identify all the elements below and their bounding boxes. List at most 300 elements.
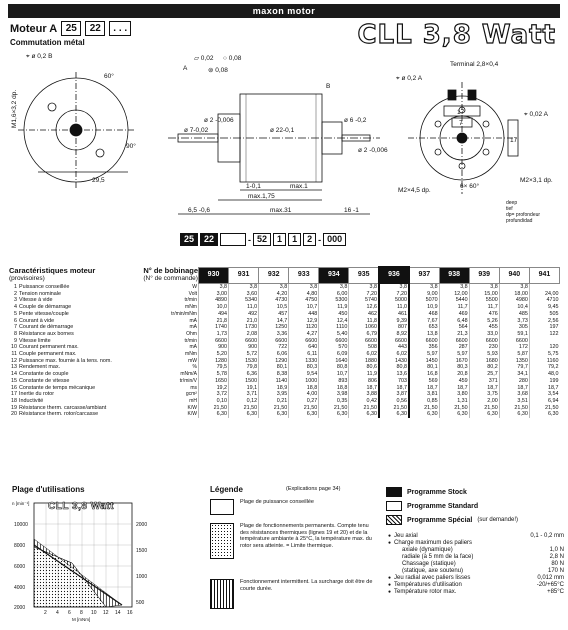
- row-value: 1060: [349, 324, 379, 331]
- row-value: 18,7: [529, 385, 559, 392]
- row-value: 13,6: [379, 371, 409, 378]
- x-tick: 16: [127, 610, 133, 616]
- row-value: 80,2: [469, 364, 499, 371]
- brand-banner: maxon motor: [8, 4, 560, 18]
- y-tick: 8000: [14, 543, 26, 549]
- row-value: 6600: [319, 338, 349, 345]
- row-value: 12,9: [289, 318, 319, 325]
- winding-column-header: 940: [499, 267, 529, 283]
- left-hole: [48, 103, 56, 111]
- row-number: 4: [14, 304, 18, 311]
- row-value: 80,8: [379, 364, 409, 371]
- row-value: 5,26: [469, 318, 499, 325]
- row-value: 21,50: [198, 405, 228, 412]
- row-value: 448: [289, 311, 319, 318]
- row-label: Couple permanent max.: [19, 351, 77, 358]
- row-value: 11,9: [349, 371, 379, 378]
- row-value: 2,08: [229, 331, 259, 338]
- row-number: 1: [14, 283, 18, 290]
- row-value: 6,30: [529, 411, 559, 418]
- row-value: 6600: [499, 338, 529, 345]
- code-part: 25: [61, 21, 81, 36]
- row-value: 6,30: [259, 411, 289, 418]
- row-value: 807: [379, 324, 409, 331]
- label-tol-d: ⌖ 0,02 A: [524, 111, 548, 118]
- row-number: 8: [14, 330, 18, 337]
- row-label: Courant permanent max.: [19, 344, 79, 351]
- y-unit: n [min⁻¹]: [12, 501, 30, 506]
- row-number: 5: [14, 310, 18, 317]
- row-value: 3,8: [319, 283, 349, 291]
- right-hole: [435, 121, 441, 127]
- row-value: 6600: [259, 338, 289, 345]
- winding-column-header: 937: [409, 267, 439, 283]
- legend-note: (Explications page 34): [286, 486, 341, 492]
- label-terminal: Terminal 2,8×0,4: [450, 61, 499, 68]
- winding-column-header: 941: [529, 267, 559, 283]
- row-value: 6,06: [259, 351, 289, 358]
- label-d7: ø 7-0,02: [184, 127, 209, 134]
- model-title: CLL 3,8 Watt: [357, 20, 556, 50]
- row-value: 4730: [259, 297, 289, 304]
- row-unit: mNm: [185, 304, 197, 311]
- row-unit: Volt: [188, 290, 197, 297]
- order-cell: 1: [273, 233, 286, 246]
- row-value: 3,54: [529, 391, 559, 398]
- motor-line: [10, 21, 131, 36]
- spec-value: 80 N: [551, 561, 564, 567]
- row-value: 6600: [469, 338, 499, 345]
- row-value: 6,02: [349, 351, 379, 358]
- row-value: 5740: [349, 297, 379, 304]
- row-value: 3,8: [469, 283, 499, 291]
- spec-item: [388, 568, 564, 575]
- row-unit: mA: [189, 317, 197, 324]
- row-value: 3,00: [198, 291, 228, 298]
- spec-row: [8, 318, 560, 325]
- row-value: 6,30: [379, 411, 409, 418]
- row-value: 197: [529, 324, 559, 331]
- label-a: A: [183, 65, 188, 72]
- spec-row: [8, 338, 560, 345]
- winding-title-text: N° de bobinage: [143, 267, 199, 275]
- graph-svg: [12, 497, 162, 623]
- row-value: 1500: [229, 378, 259, 385]
- row-value: 564: [439, 324, 469, 331]
- spec-item: [388, 561, 564, 568]
- row-value: 10,7: [319, 371, 349, 378]
- row-value: 1,31: [439, 398, 469, 405]
- spec-row: [8, 331, 560, 338]
- x-tick: 14: [115, 610, 121, 616]
- row-value: 12,6: [349, 304, 379, 311]
- row-value: 4750: [289, 297, 319, 304]
- legend-text: Plage de fonctionnements permanents. Compte tenu des résistances thermiques (lignes 19 et 20) et de la température ambiante à 25°C, la température max. du rotor sera atteinte. = Limite thermique.: [240, 523, 372, 549]
- row-number: 13: [11, 364, 18, 371]
- row-value: 5,20: [198, 351, 228, 358]
- row-value: 80,8: [319, 364, 349, 371]
- row-value: 21,50: [349, 405, 379, 412]
- row-value: 80,1: [259, 364, 289, 371]
- row-value: 3,98: [319, 391, 349, 398]
- winding-column-header: 933: [289, 267, 319, 283]
- x-tick: 4: [56, 610, 59, 616]
- row-value: 80,3: [439, 364, 469, 371]
- spec-item: [388, 582, 564, 589]
- row-value: 508: [349, 344, 379, 351]
- label-60b: 6× 60°: [460, 183, 480, 190]
- order-cell: 000: [323, 233, 346, 246]
- row-value: 12,00: [439, 291, 469, 298]
- row-value: 25,7: [469, 371, 499, 378]
- row-value: 4890: [198, 297, 228, 304]
- winding-column-header: 938: [439, 267, 469, 283]
- y-tick: 4000: [14, 585, 26, 591]
- commutation-subtitle: Commutation métal: [10, 38, 85, 47]
- y-right-tick: 1000: [136, 574, 148, 580]
- row-value: 18,7: [499, 385, 529, 392]
- row-value: 1120: [289, 324, 319, 331]
- row-value: 18,7: [439, 385, 469, 392]
- row-value: 21,50: [529, 405, 559, 412]
- row-value: 1290: [259, 358, 289, 365]
- row-number: 9: [14, 337, 18, 344]
- spec-key: radiale (à 5 mm de la face): [402, 554, 474, 560]
- row-value: 8,38: [259, 371, 289, 378]
- row-value: 11,8: [349, 318, 379, 325]
- row-value: 4710: [529, 297, 559, 304]
- spec-row: [8, 398, 560, 405]
- row-value: 34,1: [499, 371, 529, 378]
- y-tick: 10000: [14, 522, 28, 528]
- row-value: 21,8: [198, 318, 228, 325]
- row-value: 1,73: [198, 331, 228, 338]
- row-value: 5,87: [499, 351, 529, 358]
- row-value: 24,00: [529, 291, 559, 298]
- row-unit: mH: [189, 397, 197, 404]
- row-value: 0,12: [229, 398, 259, 405]
- row-unit: mNm/A: [180, 371, 197, 378]
- row-value: 485: [499, 311, 529, 318]
- spec-row: [8, 304, 560, 311]
- spec-row: [8, 358, 560, 365]
- row-value: 6,30: [409, 411, 439, 418]
- row-label: Résistance therm. carcasse/ambiant: [19, 404, 107, 411]
- row-number: 2: [14, 290, 18, 297]
- spec-item: [388, 554, 564, 561]
- row-value: 0,10: [198, 398, 228, 405]
- row-value: 6,11: [289, 351, 319, 358]
- row-value: 0,27: [289, 398, 319, 405]
- y-right-tick: 1500: [136, 548, 148, 554]
- row-value: 5,93: [469, 351, 499, 358]
- label-60: 60°: [104, 73, 114, 80]
- spec-table-header: [8, 267, 560, 283]
- spec-row: [8, 411, 560, 418]
- row-value: 6,30: [289, 411, 319, 418]
- special-swatch: [386, 515, 402, 525]
- row-value: 3,8: [499, 283, 529, 291]
- order-sep: -: [248, 234, 252, 245]
- x-tick: 12: [103, 610, 109, 616]
- row-value: 3,71: [229, 391, 259, 398]
- row-value: 1670: [439, 358, 469, 365]
- row-value: 505: [529, 311, 559, 318]
- mechanical-specs: [388, 533, 564, 596]
- code-part: . . .: [109, 21, 131, 36]
- row-value: 5,97: [439, 351, 469, 358]
- row-value: 5,40: [319, 331, 349, 338]
- row-value: 3,87: [379, 391, 409, 398]
- row-value: 3,8: [439, 283, 469, 291]
- row-label: Inductivité: [19, 397, 44, 404]
- left-hole: [96, 149, 104, 157]
- row-label: Puissance max. fournie à la tens. nom.: [19, 357, 112, 364]
- row-value: 3,8: [349, 283, 379, 291]
- row-value: 462: [349, 311, 379, 318]
- row-number: 16: [11, 384, 18, 391]
- program-stock-label: Programme Stock: [407, 488, 467, 496]
- row-value: 21,50: [259, 405, 289, 412]
- row-label: Constante de temps mécanique: [19, 384, 96, 391]
- spec-row: [8, 344, 560, 351]
- winding-column-header: 939: [469, 267, 499, 283]
- row-value: 21,50: [499, 405, 529, 412]
- label-len16: 16 -1: [344, 207, 359, 214]
- row-value: 79,7: [499, 364, 529, 371]
- row-value: 3,51: [499, 398, 529, 405]
- row-value: 21,50: [229, 405, 259, 412]
- row-value: 3,8: [259, 283, 289, 291]
- row-value: 6600: [229, 338, 259, 345]
- spec-value: 170 N: [547, 568, 564, 574]
- legend-text: Plage de puissance conseillée: [240, 499, 314, 505]
- legend-text: Fonctionnement intermittent. La surcharge doit être de courte durée.: [240, 579, 373, 592]
- row-label: Constante de couple: [19, 371, 69, 378]
- row-value: 5300: [319, 297, 349, 304]
- spec-key: Chassage (statique): [402, 561, 456, 567]
- row-value: 3,8: [229, 283, 259, 291]
- row-value: 1650: [198, 378, 228, 385]
- row-value: 19,2: [198, 385, 228, 392]
- row-value: 3,8: [409, 283, 439, 291]
- row-value: 287: [439, 344, 469, 351]
- row-number: 19: [11, 404, 18, 411]
- row-value: 18,7: [469, 385, 499, 392]
- row-value: 7,67: [409, 318, 439, 325]
- label-dp2: profundidad: [506, 218, 533, 224]
- row-value: 11,0: [229, 304, 259, 311]
- label-90: 90°: [126, 143, 136, 150]
- row-label: Vitesse limite: [19, 337, 51, 344]
- motor-label: Moteur A: [10, 22, 58, 35]
- row-value: 3,95: [259, 391, 289, 398]
- row-value: 1740: [198, 324, 228, 331]
- row-value: 1350: [499, 358, 529, 365]
- row-value: 1140: [259, 378, 289, 385]
- row-value: 900: [198, 344, 228, 351]
- spec-row: [8, 364, 560, 371]
- row-value: 6,30: [439, 411, 469, 418]
- winding-column-header: 935: [349, 267, 379, 283]
- row-value: 455: [469, 324, 499, 331]
- plage-title: Plage d'utilisations: [12, 485, 85, 494]
- spec-key: ● Températures d'utilisation: [388, 582, 462, 589]
- row-value: 6,30: [198, 411, 228, 418]
- x-tick: 6: [68, 610, 71, 616]
- row-value: 6,30: [349, 411, 379, 418]
- right-hole: [483, 149, 489, 155]
- row-value: 8,92: [379, 331, 409, 338]
- row-unit: Ohm: [186, 330, 197, 337]
- order-cell: 2: [303, 233, 316, 246]
- row-label: Résistance aux bornes: [19, 330, 74, 337]
- row-unit: mA: [189, 324, 197, 331]
- row-value: 21,50: [319, 405, 349, 412]
- row-value: 11,7: [439, 304, 469, 311]
- row-value: 469: [439, 311, 469, 318]
- row-number: 14: [11, 371, 18, 378]
- program-standard: [386, 501, 566, 511]
- label-d6: ø 6 -0,2: [344, 117, 367, 124]
- row-value: 14,7: [259, 318, 289, 325]
- row-label: Courant de démarrage: [19, 324, 74, 331]
- spec-key: axiale (dynamique): [402, 547, 453, 553]
- row-value: 21,50: [469, 405, 499, 412]
- row-value: 7,20: [349, 291, 379, 298]
- row-number: 6: [14, 317, 18, 324]
- row-value: [529, 283, 559, 291]
- row-value: 6,48: [439, 318, 469, 325]
- row-value: 5,97: [409, 351, 439, 358]
- row-value: 18,8: [289, 385, 319, 392]
- row-value: 3,81: [409, 391, 439, 398]
- row-value: 21,50: [379, 405, 409, 412]
- x-unit: M [mNm]: [72, 617, 91, 622]
- row-value: 4,00: [289, 391, 319, 398]
- spec-key: ● Température rotor max.: [388, 589, 456, 596]
- row-value: 3,72: [198, 391, 228, 398]
- spec-key: ● Jeu axial: [388, 533, 418, 540]
- x-tick: 2: [44, 610, 47, 616]
- order-cell: 22: [200, 233, 218, 246]
- technical-drawing: [8, 52, 560, 242]
- row-value: 570: [319, 344, 349, 351]
- row-value: 21,50: [409, 405, 439, 412]
- row-number: 20: [11, 411, 18, 418]
- code-part: 22: [85, 21, 105, 36]
- program-stock: [386, 487, 566, 497]
- row-value: 11,7: [469, 304, 499, 311]
- row-value: 371: [469, 378, 499, 385]
- row-value: 18,7: [349, 385, 379, 392]
- row-value: 1640: [319, 358, 349, 365]
- y-right-tick: 2000: [136, 522, 148, 528]
- row-value: 11,9: [319, 304, 349, 311]
- row-value: 6,02: [379, 351, 409, 358]
- row-value: 80,6: [349, 364, 379, 371]
- spec-value: 1,0 N: [549, 547, 564, 553]
- row-value: 703: [379, 378, 409, 385]
- label-conc: ⊚ 0,08: [208, 67, 228, 74]
- row-value: 900: [229, 344, 259, 351]
- row-value: [529, 338, 559, 345]
- row-value: 6,30: [469, 411, 499, 418]
- row-value: 6,30: [319, 411, 349, 418]
- spec-item: [388, 533, 564, 540]
- winding-column-header: 931: [229, 267, 259, 283]
- spec-value: +85°C: [547, 589, 564, 595]
- row-value: 6,79: [349, 331, 379, 338]
- label-tol-a: ⌖ ø 0,2 B: [26, 53, 53, 60]
- row-value: 199: [529, 378, 559, 385]
- operating-range-graph: [12, 497, 162, 623]
- standard-swatch: [386, 501, 402, 511]
- order-code-row: [180, 233, 346, 246]
- row-value: 653: [409, 324, 439, 331]
- spec-row: [8, 391, 560, 398]
- row-number: 11: [11, 351, 18, 358]
- spec-value: 0,012 mm: [537, 575, 564, 581]
- winding-column-header: 936: [379, 267, 409, 283]
- spec-value: 2,8 N: [549, 554, 564, 560]
- row-value: 0,21: [259, 398, 289, 405]
- row-value: 20,8: [439, 371, 469, 378]
- row-value: 5500: [469, 297, 499, 304]
- row-value: 1450: [409, 358, 439, 365]
- row-number: 18: [11, 397, 18, 404]
- row-value: 9,39: [379, 318, 409, 325]
- winding-column-header: 934: [319, 267, 349, 283]
- row-value: 12,4: [319, 318, 349, 325]
- row-unit: ms: [190, 384, 197, 391]
- program-special-label: Programme Spécial: [407, 516, 473, 524]
- label-17b: 17: [510, 137, 518, 144]
- row-value: 0,85: [409, 398, 439, 405]
- label-7: 7: [459, 120, 463, 127]
- row-value: 806: [349, 378, 379, 385]
- row-value: 18,7: [409, 385, 439, 392]
- label-circ: ○ 0,08: [223, 55, 242, 62]
- row-value: 11,0: [379, 304, 409, 311]
- row-value: 5000: [379, 297, 409, 304]
- row-label: Rendement max.: [19, 364, 61, 371]
- row-value: 3,36: [259, 331, 289, 338]
- row-value: 1880: [349, 358, 379, 365]
- row-value: 1730: [229, 324, 259, 331]
- label-17a: 17: [457, 109, 465, 116]
- row-value: 7,20: [379, 291, 409, 298]
- row-value: 6,30: [229, 411, 259, 418]
- row-value: 9,00: [409, 291, 439, 298]
- label-m16: M1,6×3,2 dp.: [11, 89, 18, 128]
- row-value: 3,8: [198, 283, 228, 291]
- row-unit: gcm²: [185, 391, 197, 398]
- row-value: 6600: [409, 338, 439, 345]
- row-value: 468: [409, 311, 439, 318]
- label-dp1: dp= profondeur: [506, 212, 541, 218]
- table-title: [8, 267, 142, 283]
- terminal: [448, 90, 456, 100]
- y-tick: 6000: [14, 564, 26, 570]
- row-value: 722: [259, 344, 289, 351]
- y-tick: 2000: [14, 605, 26, 611]
- row-value: 5,78: [198, 371, 228, 378]
- row-value: 450: [319, 311, 349, 318]
- legend-swatch-hatch: [210, 579, 234, 609]
- row-value: 6,00: [319, 291, 349, 298]
- label-m2x31: M2×3,1 dp.: [520, 177, 553, 184]
